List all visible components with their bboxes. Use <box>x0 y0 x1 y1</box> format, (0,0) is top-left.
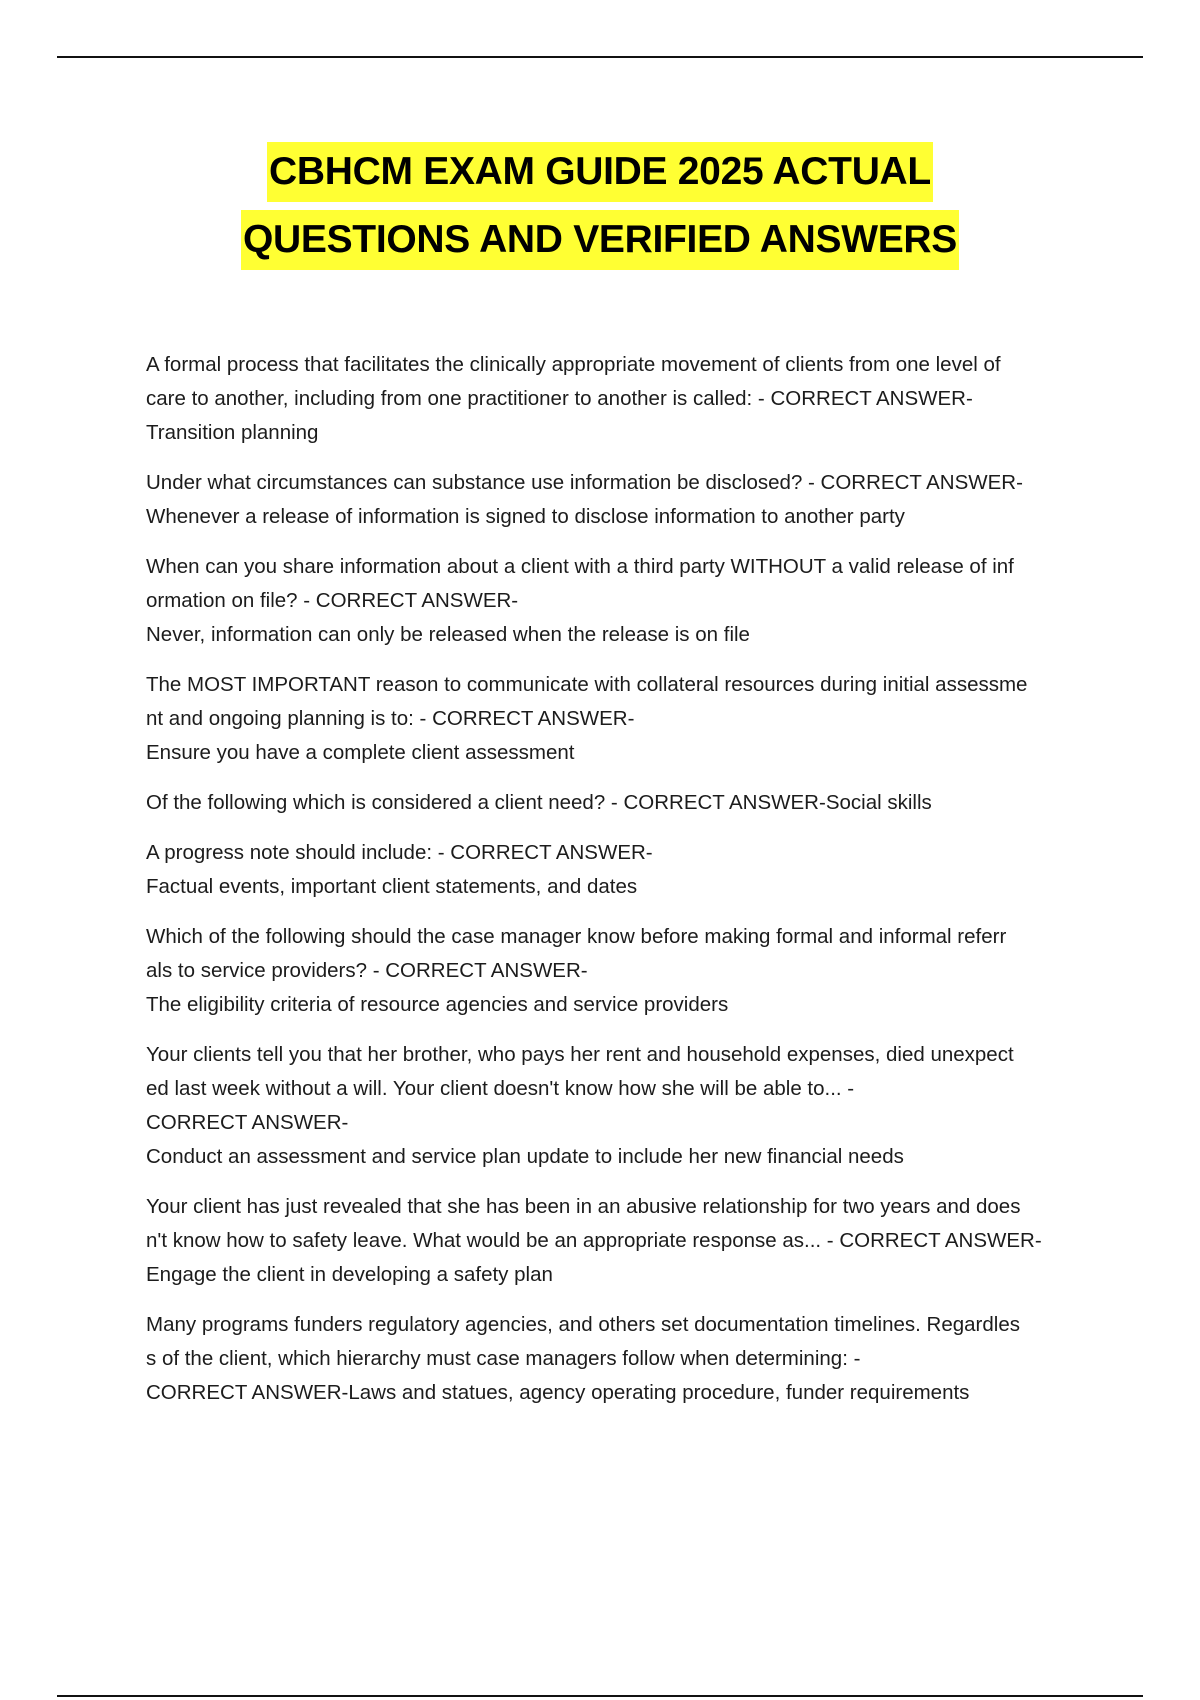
qa-line: Never, information can only be released when the release is on file <box>146 623 750 646</box>
qa-line: A formal process that facilitates the clinically appropriate movement of clients from one level of <box>146 353 1001 376</box>
qa-item <box>146 550 1090 652</box>
qa-line: n't know how to safety leave. What would be an appropriate response as... - CORRECT ANSWER- <box>146 1229 1042 1252</box>
qa-line: care to another, including from one practitioner to another is called: - CORRECT ANSWER- <box>146 387 973 410</box>
qa-line: The MOST IMPORTANT reason to communicate with collateral resources during initial assessme <box>146 673 1028 696</box>
qa-line: CORRECT ANSWER-Laws and statues, agency operating procedure, funder requirements <box>146 1381 970 1404</box>
bottom-divider <box>57 1695 1143 1697</box>
qa-line: Conduct an assessment and service plan update to include her new financial needs <box>146 1145 904 1168</box>
qa-line: Your client has just revealed that she has been in an abusive relationship for two years and does <box>146 1195 1021 1218</box>
qa-line: ed last week without a will. Your client doesn't know how she will be able to... - <box>146 1077 855 1100</box>
top-divider <box>57 56 1143 58</box>
qa-line: A progress note should include: - CORRECT ANSWER- <box>146 841 653 864</box>
qa-line: Which of the following should the case manager know before making formal and informal referr <box>146 925 1007 948</box>
qa-line: The eligibility criteria of resource agencies and service providers <box>146 993 729 1016</box>
qa-item <box>146 1038 1090 1174</box>
qa-line: Factual events, important client statements, and dates <box>146 875 638 898</box>
page-title <box>0 142 1200 270</box>
qa-line: nt and ongoing planning is to: - CORRECT ANSWER- <box>146 707 635 730</box>
qa-line: Transition planning <box>146 421 319 444</box>
qa-line: Ensure you have a complete client assessment <box>146 741 575 764</box>
title-line-2: QUESTIONS AND VERIFIED ANSWERS <box>241 210 959 270</box>
qa-line: Many programs funders regulatory agencies, and others set documentation timelines. Regardles <box>146 1313 1020 1336</box>
qa-item <box>146 836 1090 904</box>
qa-item <box>146 786 1090 820</box>
qa-item <box>146 1308 1090 1410</box>
qa-line: als to service providers? - CORRECT ANSWER- <box>146 959 588 982</box>
qa-line: Of the following which is considered a client need? - CORRECT ANSWER-Social skills <box>146 791 932 814</box>
qa-item <box>146 466 1090 534</box>
qa-line: CORRECT ANSWER- <box>146 1111 349 1134</box>
title-line-1: CBHCM EXAM GUIDE 2025 ACTUAL <box>267 142 933 202</box>
qa-line: Under what circumstances can substance use information be disclosed? - CORRECT ANSWER- <box>146 471 1023 494</box>
qa-line: Engage the client in developing a safety plan <box>146 1263 553 1286</box>
qa-item <box>146 1190 1090 1292</box>
qa-line: Your clients tell you that her brother, who pays her rent and household expenses, died unexpect <box>146 1043 1014 1066</box>
qa-item <box>146 348 1090 450</box>
qa-line: s of the client, which hierarchy must case managers follow when determining: - <box>146 1347 861 1370</box>
qa-line: When can you share information about a client with a third party WITHOUT a valid release of inf <box>146 555 1014 578</box>
qa-item <box>146 920 1090 1022</box>
qa-line: Whenever a release of information is signed to disclose information to another party <box>146 505 905 528</box>
qa-list <box>146 348 1090 1426</box>
qa-line: ormation on file? - CORRECT ANSWER- <box>146 589 519 612</box>
qa-item <box>146 668 1090 770</box>
